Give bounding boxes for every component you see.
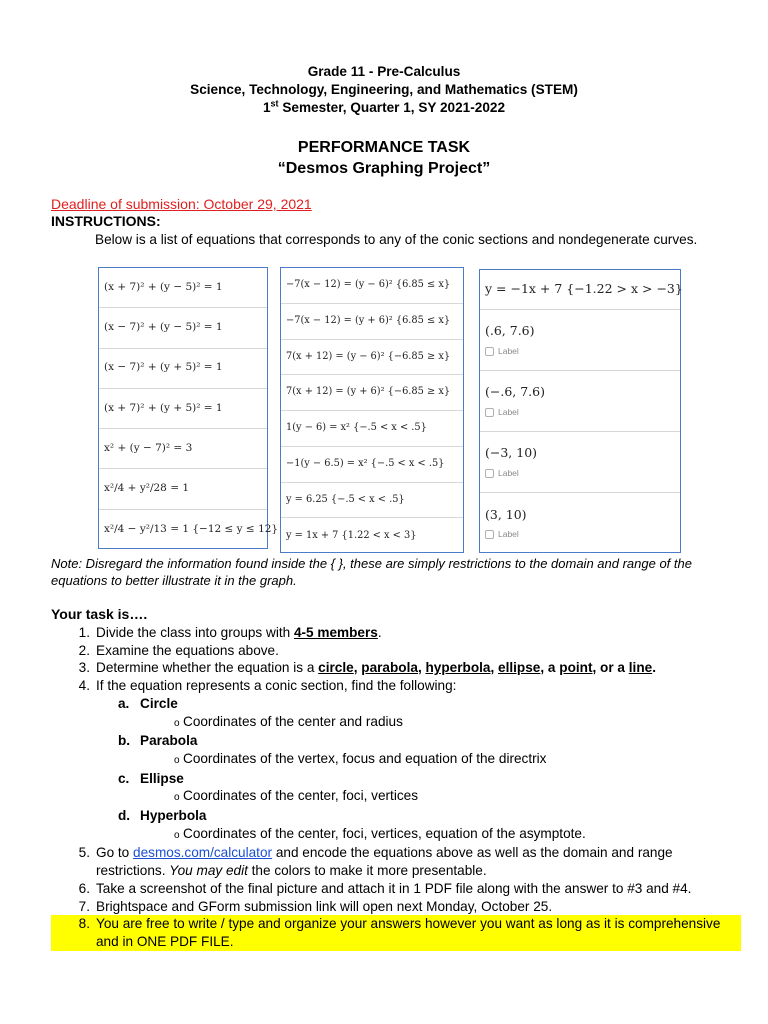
point-value: (.6, 7.6) — [485, 323, 535, 339]
task-list — [51, 624, 741, 951]
point-row — [480, 371, 680, 432]
sub-detail: o Coordinates of the center, foci, vertices, equation of the asymptote. — [51, 825, 741, 845]
equation-row: y = 1x + 7 {1.22 < x < 3} — [286, 529, 417, 541]
sub-item-ellipse: c. Ellipse — [118, 770, 184, 786]
list-item: 5. Go to desmos.com/calculator and encode the equations above as well as the domain and range restrictions. You may edit the colors to make it more presentable. — [78, 845, 673, 879]
checkbox-icon — [485, 347, 494, 356]
list-item-highlighted: 8. You are free to write / type and organize your answers however you want as long as it is comprehensive and in ONE PDF FILE. — [51, 915, 741, 950]
sub-detail: o Coordinates of the center and radius — [51, 713, 741, 733]
point-row — [480, 310, 680, 371]
equation-row: (x + 7)² + (y + 5)² = 1 — [99, 389, 267, 429]
point-value: (−.6, 7.6) — [485, 384, 545, 400]
equation-row: (x − 7)² + (y − 5)² = 1 — [99, 308, 267, 348]
title-line-2: “Desmos Graphing Project” — [277, 160, 491, 177]
equation-row: 7(x + 12) = (y + 6)² {−6.85 ≥ x} — [281, 375, 463, 411]
list-item: 6. Take a screenshot of the final picture and attach it in 1 PDF file along with the answer to #3 and #4. — [78, 880, 692, 896]
label-toggle: Label — [485, 407, 519, 418]
task-heading: Your task is…. — [51, 606, 148, 622]
sub-item-circle: a. Circle — [118, 695, 178, 711]
header-semester: 1st Semester, Quarter 1, SY 2021-2022 — [262, 98, 506, 115]
document-title — [0, 137, 768, 179]
equation-row: y = 6.25 {−.5 < x < .5} — [281, 483, 463, 519]
equation-row: y = −1x + 7 {−1.22 > x > −3} — [480, 270, 680, 310]
bullet-icon: o — [174, 717, 180, 729]
list-item: 3. Determine whether the equation is a circle, parabola, hyperbola, ellipse, a point, or a line. — [78, 660, 656, 676]
point-value: (−3, 10) — [485, 445, 538, 461]
note-text: Note: Disregard the information found inside the { }, these are simply restrictions to the domain and range of the equations to better illustrate it in the graph. — [51, 556, 692, 588]
equation-row: −1(y − 6.5) = x² {−.5 < x < .5} — [281, 447, 463, 483]
list-item: 1. Divide the class into groups with 4-5 members. — [78, 625, 382, 640]
list-item: 7. Brightspace and GForm submission link will open next Monday, October 25. — [78, 898, 553, 914]
list-item: 2. Examine the equations above. — [78, 642, 279, 658]
document-header — [0, 63, 768, 117]
equation-row: x² + (y − 7)² = 3 — [99, 429, 267, 469]
equation-box-3 — [479, 269, 681, 553]
desmos-link[interactable]: desmos.com/calculator — [133, 845, 273, 861]
equation-row: 7(x + 12) = (y − 6)² {−6.85 ≥ x} — [281, 340, 463, 376]
label-toggle: Label — [485, 468, 519, 479]
point-value: (3, 10) — [485, 506, 527, 522]
label-toggle: Label — [485, 346, 519, 357]
equation-row: 1(y − 6) = x² {−.5 < x < .5} — [281, 411, 463, 447]
deadline-text: Deadline of submission: October 29, 2021 — [51, 196, 312, 212]
point-row — [480, 432, 680, 493]
checkbox-icon — [485, 469, 494, 478]
checkbox-icon — [485, 408, 494, 417]
point-row — [480, 493, 680, 554]
bullet-icon: o — [174, 754, 180, 766]
equation-box-2 — [280, 267, 464, 553]
equation-row: (x + 7)² + (y − 5)² = 1 — [99, 268, 267, 308]
header-strand: Science, Technology, Engineering, and Mathematics (STEM) — [190, 82, 578, 97]
equation-row: x²/4 + y²/28 = 1 — [99, 469, 267, 509]
instructions-heading: INSTRUCTIONS: — [51, 213, 161, 229]
equation-row: −7(x − 12) = (y − 6)² {6.85 ≤ x} — [281, 268, 463, 304]
bullet-icon: o — [174, 829, 180, 841]
label-toggle: Label — [485, 529, 519, 540]
equation-box-1 — [98, 267, 279, 549]
equation-row: −7(x − 12) = (y + 6)² {6.85 ≤ x} — [281, 304, 463, 340]
bullet-icon: o — [174, 792, 180, 804]
sub-detail: o Coordinates of the center, foci, vertices — [51, 787, 741, 807]
equation-row: (x − 7)² + (y + 5)² = 1 — [99, 349, 267, 389]
list-item: 4. If the equation represents a conic section, find the following: — [78, 678, 457, 694]
equation-row: x²/4 − y²/13 = 1 {−12 ≤ y ≤ 12} — [104, 523, 279, 536]
intro-paragraph: Below is a list of equations that corresponds to any of the conic sections and nondegenerate curves. — [95, 232, 698, 247]
title-line-1: PERFORMANCE TASK — [297, 139, 471, 156]
header-grade: Grade 11 - Pre-Calculus — [307, 64, 461, 79]
sub-detail: o Coordinates of the vertex, focus and equation of the directrix — [51, 750, 741, 770]
sub-item-hyperbola: d. Hyperbola — [118, 808, 207, 824]
checkbox-icon — [485, 530, 494, 539]
sub-item-parabola: b. Parabola — [118, 733, 198, 749]
